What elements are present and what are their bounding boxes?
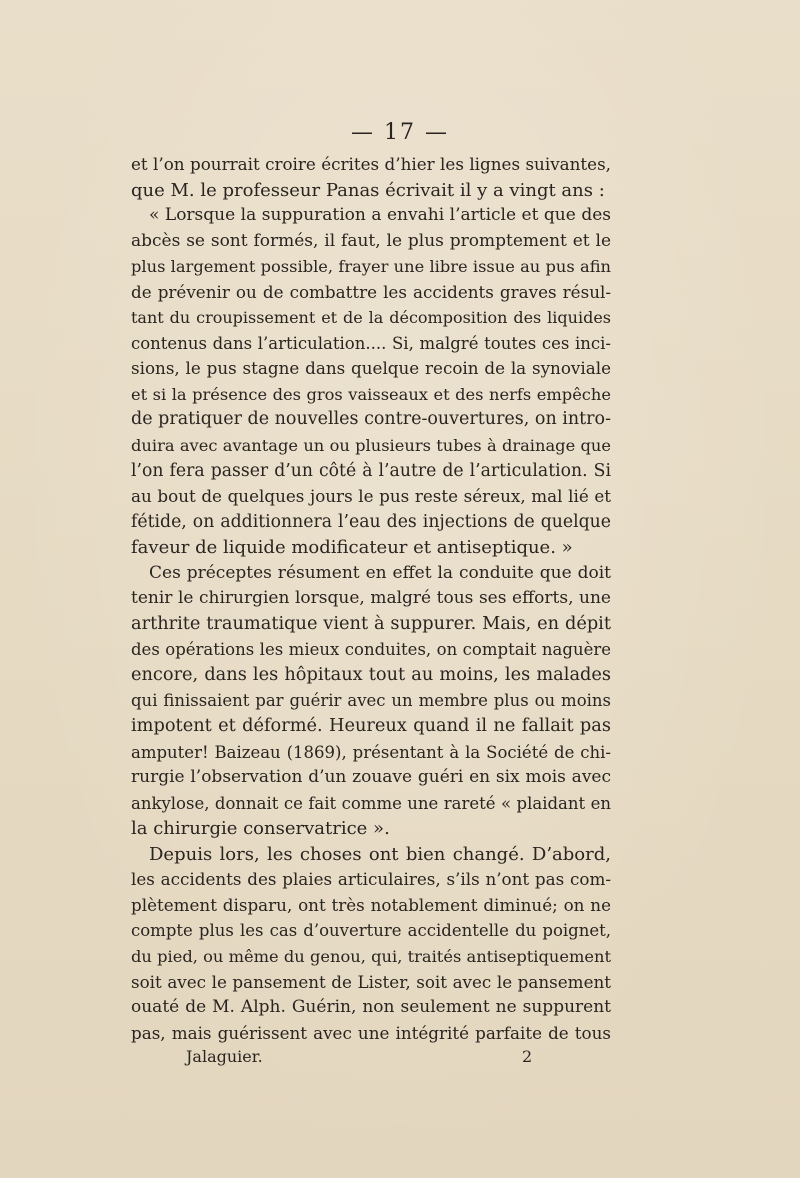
text-line: tenir le chirurgien lorsque, malgré tous ses efforts, une — [131, 588, 611, 609]
text-line: tant du croupissement et de la décomposition des liquides — [131, 308, 611, 328]
text-line: de pratiquer de nouvelles contre-ouvertures, on intro- — [131, 409, 611, 430]
footer-sheet-number: 2 — [522, 1047, 533, 1066]
text-line: plètement disparu, ont très notablement diminué; on ne — [131, 894, 611, 915]
page-number: — 17 — — [351, 120, 449, 145]
text-line: plus largement possible, frayer une libre issue au pus afin — [131, 257, 611, 277]
text-line: de prévenir ou de combattre les accidents graves résul- — [131, 281, 611, 302]
text-line: des opérations les mieux conduites, on comptait naguère — [131, 640, 611, 660]
text-line: rurgie l’observation d’un zouave guéri en six mois avec — [131, 767, 611, 788]
text-line: au bout de quelques jours le pus reste séreux, mal lié et — [131, 486, 611, 507]
text-line: sions, le pus stagne dans quelque recoin de la synoviale — [131, 358, 611, 379]
text-line: impotent et déformé. Heureux quand il ne fallait pas — [131, 716, 611, 737]
text-line: et l’on pourrait croire écrites d’hier les lignes suivantes, — [131, 154, 611, 174]
text-line: les accidents des plaies articulaires, s’ils n’ont pas com- — [131, 869, 611, 890]
text-line: soit avec le pansement de Lister, soit avec le pansement — [131, 971, 611, 992]
body-text — [131, 152, 611, 1046]
text-line: duira avec avantage un ou plusieurs tubes à drainage que — [131, 436, 611, 456]
text-line: qui finissaient par guérir avec un membre plus ou moins — [131, 691, 611, 711]
footer-signature: Jalaguier. — [186, 1047, 263, 1066]
text-line: et si la présence des gros vaisseaux et des nerfs empêche — [131, 384, 611, 404]
text-line: abcès se sont formés, il faut, le plus promptement et le — [131, 230, 611, 251]
text-line: contenus dans l’articulation.... Si, malgré toutes ces inci- — [131, 333, 611, 353]
page-footer — [0, 1044, 800, 1070]
text-line: encore, dans les hôpitaux tout au moins, les malades — [131, 664, 611, 685]
text-line: compte plus les cas d’ouverture accidentelle du poignet, — [131, 921, 611, 941]
text-line: la chirurgie conservatrice ». — [131, 818, 390, 840]
text-line: l’on fera passer d’un côté à l’autre de l’articulation. Si — [131, 460, 611, 481]
text-line: que M. le professeur Panas écrivait il y a vingt ans : — [131, 179, 605, 201]
text-line: Ces préceptes résument en effet la conduite que doit — [149, 562, 611, 583]
text-line: pas, mais guérissent avec une intégrité parfaite de tous — [131, 1022, 611, 1043]
text-line: faveur de liquide modificateur et antiseptique. » — [131, 537, 573, 559]
text-line: arthrite traumatique vient à suppurer. Mais, en dépit — [131, 613, 611, 634]
text-line: ouaté de M. Alph. Guérin, non seulement ne suppurent — [131, 997, 611, 1018]
text-line: du pied, ou même du genou, qui, traités antiseptiquement — [131, 946, 611, 966]
text-line: amputer! Baizeau (1869), présentant à la Société de chi- — [131, 742, 611, 762]
text-line: ankylose, donnait ce fait comme une rareté « plaidant en — [131, 793, 611, 813]
text-line: « Lorsque la suppuration a envahi l’article et que des — [149, 205, 611, 226]
text-line: Depuis lors, les choses ont bien changé. D’abord, — [149, 843, 611, 865]
text-line: fétide, on additionnera l’eau des injections de quelque — [131, 511, 611, 532]
